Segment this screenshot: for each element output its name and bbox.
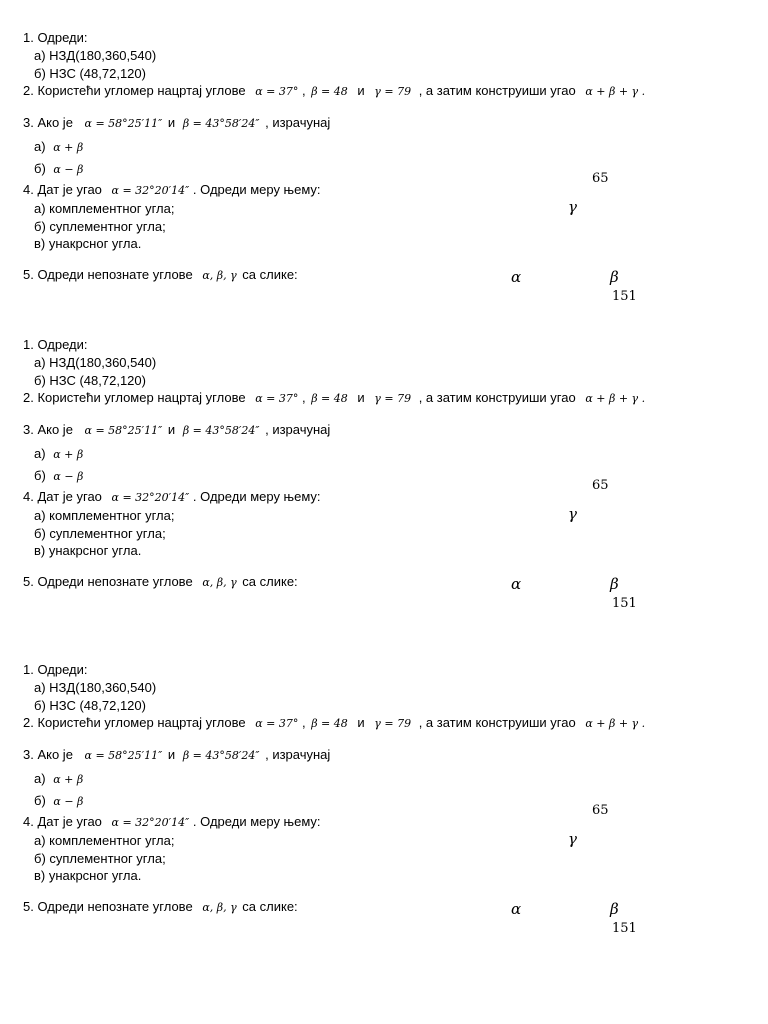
task-3	[23, 747, 330, 764]
task-2-alpha: α = 37°	[255, 392, 299, 405]
task-4c: в) унакрсног угла.	[34, 868, 142, 883]
task-3	[23, 115, 330, 132]
task-4b: б) суплементног угла;	[34, 219, 166, 234]
task-3	[23, 422, 330, 439]
task-2-text: 2. Користећи угломер нацртај углове	[23, 390, 246, 405]
task-3a-expression: α + β	[53, 448, 84, 461]
figure-label-beta: β	[610, 268, 619, 286]
task-3-post: , израчунај	[265, 115, 331, 130]
task-3b	[34, 468, 83, 485]
task-2-and: и	[357, 715, 365, 730]
task-4a: а) комплементног угла;	[34, 833, 175, 848]
task-3b	[34, 793, 83, 810]
task-5-post: са слике:	[242, 899, 298, 914]
task-3-and: и	[167, 115, 176, 130]
task-3-post: , израчунај	[265, 747, 331, 762]
task-4a: а) комплементног угла;	[34, 201, 175, 216]
task-4-post: . Одреди меру њему:	[192, 489, 321, 504]
task-3-beta: β = 43°58′24″	[182, 424, 260, 437]
task-3b-label: б)	[34, 468, 46, 483]
task-2-beta: β = 48	[311, 717, 348, 730]
task-3b-expression: α − β	[53, 795, 84, 808]
task-3b	[34, 161, 83, 178]
task-2	[23, 390, 645, 407]
task-2-comma: ,	[301, 715, 306, 730]
task-2-comma: ,	[301, 83, 306, 98]
task-5	[23, 267, 298, 284]
task-2	[23, 83, 645, 100]
task-2-text: 2. Користећи угломер нацртај углове	[23, 715, 246, 730]
task-3-alpha: α = 58°25′11″	[84, 117, 163, 130]
task-3-text: 3. Ако је	[23, 422, 73, 437]
task-5-expression: α, β, γ	[202, 901, 237, 914]
figure-label-gamma: γ	[568, 198, 577, 216]
task-2-beta: β = 48	[311, 392, 348, 405]
figure-label-65: 65	[592, 478, 609, 493]
task-2-and: и	[357, 83, 365, 98]
figure-label-65: 65	[592, 171, 609, 186]
task-2-gamma: γ = 79	[374, 392, 412, 405]
task-2-gamma: γ = 79	[374, 717, 412, 730]
task-5-post: са слике:	[242, 574, 298, 589]
task-4	[23, 489, 321, 506]
task-3a-label: а)	[34, 139, 46, 154]
figure-label-151: 151	[612, 289, 637, 304]
task-4a: а) комплементног угла;	[34, 508, 175, 523]
task-4-text: 4. Дат је угао	[23, 489, 102, 504]
task-1-title: 1. Одреди:	[23, 337, 88, 352]
task-4-expression: α = 32°20′14″	[111, 184, 190, 197]
task-1a: а) НЗД(180,360,540)	[34, 48, 157, 63]
figure-label-beta: β	[610, 575, 619, 593]
task-5-text: 5. Одреди непознате углове	[23, 899, 193, 914]
task-3-text: 3. Ако је	[23, 115, 73, 130]
task-3b-expression: α − β	[53, 470, 84, 483]
task-2-comma: ,	[301, 390, 306, 405]
task-1a: а) НЗД(180,360,540)	[34, 355, 157, 370]
task-5-post: са слике:	[242, 267, 298, 282]
task-5-expression: α, β, γ	[202, 269, 237, 282]
task-3-beta: β = 43°58′24″	[182, 117, 260, 130]
figure-label-151: 151	[612, 596, 637, 611]
task-1b: б) НЗС (48,72,120)	[34, 373, 146, 388]
task-3a	[34, 446, 83, 463]
task-4c: в) унакрсног угла.	[34, 236, 142, 251]
task-2-alpha: α = 37°	[255, 717, 299, 730]
task-4b: б) суплементног угла;	[34, 851, 166, 866]
task-4	[23, 814, 321, 831]
task-4c: в) унакрсног угла.	[34, 543, 142, 558]
figure-label-65: 65	[592, 803, 609, 818]
task-4-text: 4. Дат је угао	[23, 182, 102, 197]
task-3a-label: а)	[34, 771, 46, 786]
task-1b: б) НЗС (48,72,120)	[34, 66, 146, 81]
task-3a	[34, 139, 83, 156]
task-3b-expression: α − β	[53, 163, 84, 176]
task-2-gamma: γ = 79	[374, 85, 412, 98]
task-4-expression: α = 32°20′14″	[111, 491, 190, 504]
task-4-post: . Одреди меру њему:	[192, 814, 321, 829]
task-2-post: , а затим конструиши угао	[418, 390, 576, 405]
figure-label-alpha: α	[511, 268, 522, 286]
task-3-text: 3. Ако је	[23, 747, 73, 762]
worksheet-block-2	[0, 337, 768, 637]
task-1b: б) НЗС (48,72,120)	[34, 698, 146, 713]
task-1a: а) НЗД(180,360,540)	[34, 680, 157, 695]
task-3-alpha: α = 58°25′11″	[84, 749, 163, 762]
task-3-and: и	[167, 747, 176, 762]
task-3-beta: β = 43°58′24″	[182, 749, 260, 762]
figure-label-151: 151	[612, 921, 637, 936]
task-5	[23, 899, 298, 916]
task-5-text: 5. Одреди непознате углове	[23, 267, 193, 282]
task-3-post: , израчунај	[265, 422, 331, 437]
task-2	[23, 715, 645, 732]
task-4-expression: α = 32°20′14″	[111, 816, 190, 829]
task-2-and: и	[357, 390, 365, 405]
figure-label-alpha: α	[511, 575, 522, 593]
task-3b-label: б)	[34, 161, 46, 176]
task-2-alpha: α = 37°	[255, 85, 299, 98]
task-1-title: 1. Одреди:	[23, 662, 88, 677]
task-4-post: . Одреди меру њему:	[192, 182, 321, 197]
task-4b: б) суплементног угла;	[34, 526, 166, 541]
task-2-expression: α + β + γ .	[585, 392, 646, 405]
task-5	[23, 574, 298, 591]
figure-label-beta: β	[610, 900, 619, 918]
worksheet-block-3	[0, 662, 768, 962]
task-2-post: , а затим конструиши угао	[418, 83, 576, 98]
task-3a	[34, 771, 83, 788]
task-3a-expression: α + β	[53, 141, 84, 154]
task-2-beta: β = 48	[311, 85, 348, 98]
figure-label-gamma: γ	[568, 830, 577, 848]
task-3a-expression: α + β	[53, 773, 84, 786]
task-1-title: 1. Одреди:	[23, 30, 88, 45]
figure-label-alpha: α	[511, 900, 522, 918]
task-3-alpha: α = 58°25′11″	[84, 424, 163, 437]
task-2-post: , а затим конструиши угао	[418, 715, 576, 730]
task-3b-label: б)	[34, 793, 46, 808]
task-5-text: 5. Одреди непознате углове	[23, 574, 193, 589]
task-3a-label: а)	[34, 446, 46, 461]
task-3-and: и	[167, 422, 176, 437]
worksheet-block-1	[0, 30, 768, 330]
figure-label-gamma: γ	[568, 505, 577, 523]
task-4-text: 4. Дат је угао	[23, 814, 102, 829]
task-2-expression: α + β + γ .	[585, 85, 646, 98]
task-4	[23, 182, 321, 199]
task-2-expression: α + β + γ .	[585, 717, 646, 730]
task-5-expression: α, β, γ	[202, 576, 237, 589]
task-2-text: 2. Користећи угломер нацртај углове	[23, 83, 246, 98]
